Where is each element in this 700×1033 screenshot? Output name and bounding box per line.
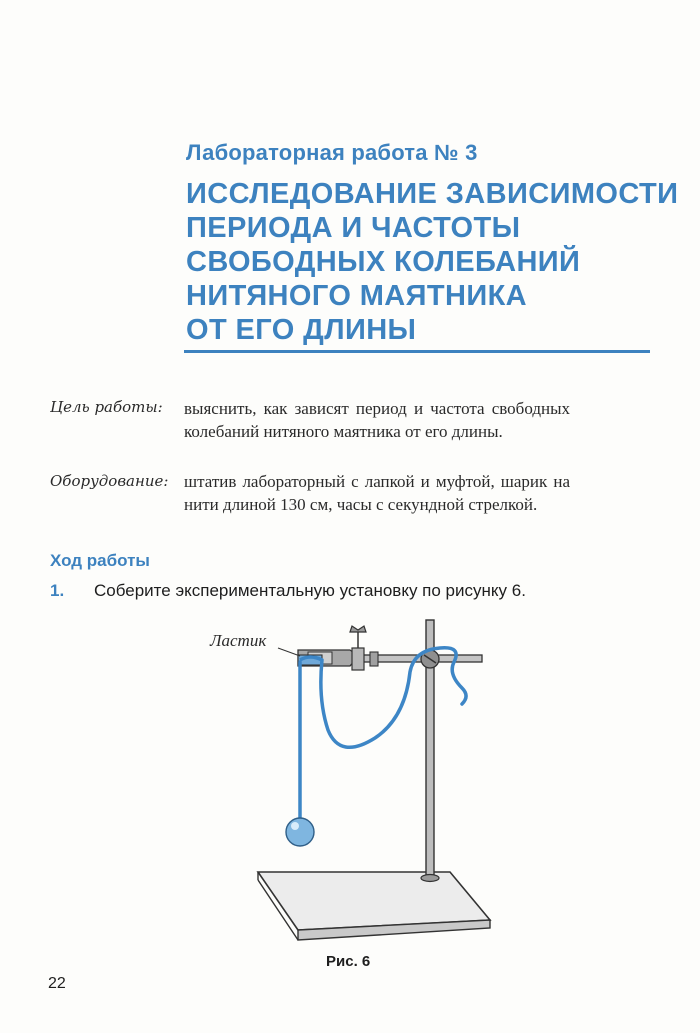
eraser-pointer — [278, 648, 300, 656]
pendulum-thread — [300, 648, 466, 820]
pendulum-setup-figure — [200, 610, 520, 950]
title-line: СВОБОДНЫХ КОЛЕБАНИЙ — [186, 246, 581, 278]
title-line: ИССЛЕДОВАНИЕ ЗАВИСИМОСТИ — [186, 178, 679, 210]
goal-text: выяснить, как зависят период и частота свободных колебаний нитяного маятника от его длины. — [184, 399, 570, 441]
stand-base — [258, 872, 490, 940]
eraser-label: Ластик — [210, 631, 267, 650]
step-text: Соберите экспериментальную установку по рисунку 6. — [94, 581, 526, 600]
goal-label: Цель работы: — [50, 398, 163, 416]
step-number: 1. — [50, 581, 65, 600]
procedure-heading: Ход работы — [50, 551, 150, 570]
title-line: ПЕРИОДА И ЧАСТОТЫ — [186, 212, 521, 244]
figure-caption: Рис. 6 — [326, 953, 371, 970]
lab-work-label: Лабораторная работа № 3 — [186, 140, 478, 165]
page-title — [186, 177, 679, 347]
title-line: НИТЯНОГО МАЯТНИКА — [186, 280, 528, 312]
equipment-label: Оборудование: — [50, 472, 169, 490]
title-divider — [184, 350, 650, 353]
title-line: ОТ ЕГО ДЛИНЫ — [186, 314, 417, 346]
page-number: 22 — [48, 975, 66, 992]
equipment-text: штатив лабораторный с лапкой и муфтой, шарик на нити длиной 130 см, часы с секундной стрелкой. — [184, 472, 570, 514]
pendulum-ball — [286, 818, 314, 846]
